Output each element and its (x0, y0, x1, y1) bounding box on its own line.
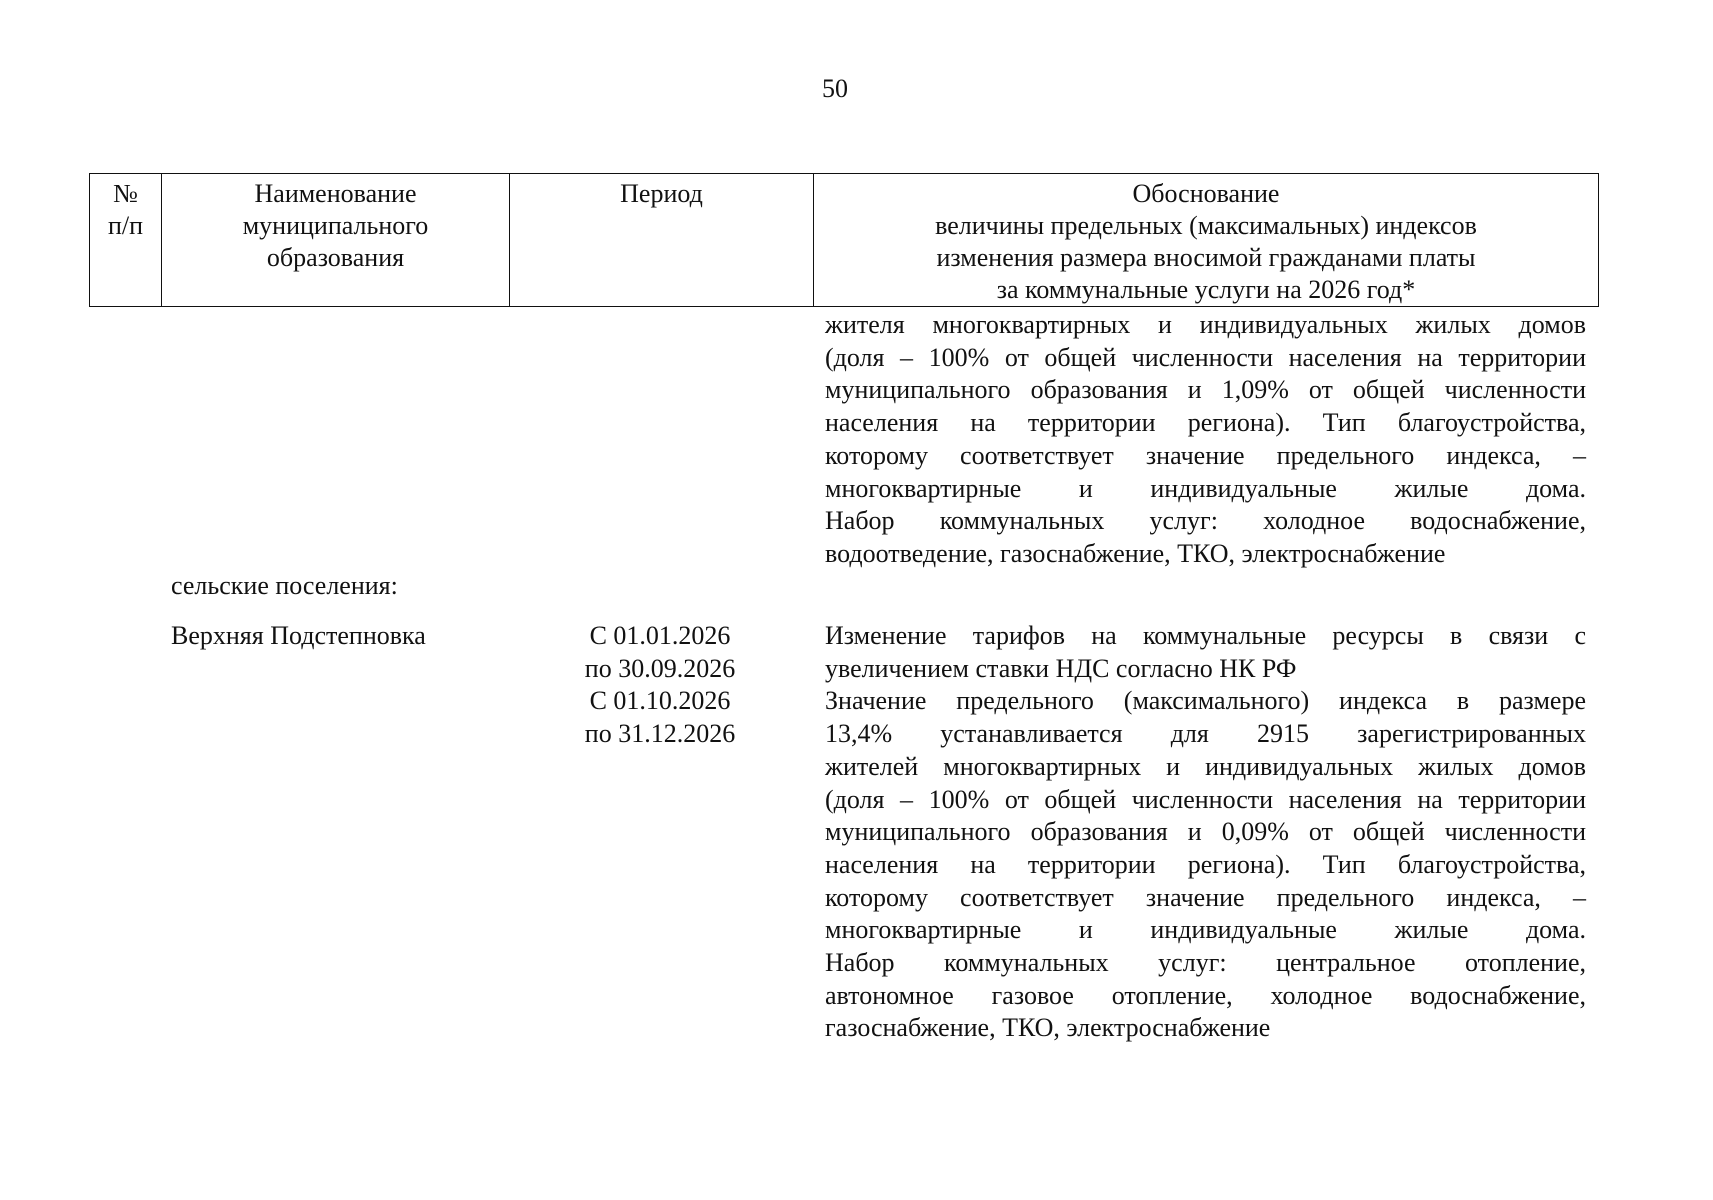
text-line: муниципального образования и 0,09% от общей численности (825, 817, 1586, 847)
text-line: жителей многоквартирных и индивидуальных жилых домов (825, 751, 1586, 781)
text-line: Изменение тарифов на коммунальные ресурсы в связи с (825, 621, 1586, 650)
text-line: газоснабжение, ТКО, электроснабжение (825, 1013, 1271, 1043)
header-justification-line: величины предельных (максимальных) индексов (935, 211, 1477, 240)
text-line: (доля – 100% от общей численности населения на территории (825, 784, 1586, 814)
period-line: по 30.09.2026 (584, 653, 736, 683)
text-line: Значение предельного (максимального) индекса в размере (825, 686, 1586, 716)
period-line: С 01.10.2026 (589, 686, 731, 716)
period-line: С 01.01.2026 (589, 621, 731, 650)
text-line: (доля – 100% от общей численности населения на территории (825, 342, 1586, 372)
header-justification (814, 174, 1599, 307)
table-header (89, 173, 1599, 307)
continuation-text (825, 309, 1586, 571)
text-line: Набор коммунальных услуг: центральное отопление, (825, 948, 1586, 978)
header-justification-line: Обоснование (1132, 179, 1280, 208)
text-line: которому соответствует значение предельного индекса, – (825, 882, 1586, 912)
header-number-line: № (113, 179, 138, 208)
text-line: автономное газовое отопление, холодное водоснабжение, (825, 980, 1586, 1010)
header-number-line: п/п (107, 211, 144, 240)
header-justification-line: изменения размера вносимой гражданами платы (936, 243, 1476, 272)
header-municipality-line: образования (266, 243, 405, 272)
header-justification-line: за коммунальные услуги на 2026 год* (996, 275, 1416, 304)
text-line: населения на территории региона). Тип благоустройства, (825, 408, 1586, 438)
text-line: населения на территории региона). Тип благоустройства, (825, 849, 1586, 879)
section-label: сельские поселения: (171, 571, 398, 600)
text-line: которому соответствует значение предельного индекса, – (825, 440, 1586, 470)
header-municipality-line: муниципального (242, 211, 429, 240)
header-number (90, 174, 162, 307)
text-line: Набор коммунальных услуг: холодное водоснабжение, (825, 506, 1586, 536)
text-line: многоквартирные и индивидуальные жилые дома. (825, 473, 1586, 503)
period-line: по 31.12.2026 (584, 719, 736, 749)
justification-text (825, 620, 1586, 1045)
text-line: многоквартирные и индивидуальные жилые дома. (825, 915, 1586, 945)
municipality-name: Верхняя Подстепновка (171, 621, 426, 650)
period-cell (540, 620, 780, 751)
text-line: водоотведение, газоснабжение, ТКО, электроснабжение (825, 538, 1446, 568)
text-line: увеличением ставки НДС согласно НК РФ (825, 653, 1297, 683)
text-line: 13,4% устанавливается для 2915 зарегистрированных (825, 719, 1586, 749)
text-line: жителя многоквартирных и индивидуальных жилых домов (825, 310, 1586, 339)
header-municipality-line: Наименование (254, 179, 417, 208)
page-number: 50 (822, 74, 848, 103)
header-period: Период (510, 174, 814, 307)
header-municipality (162, 174, 510, 307)
text-line: муниципального образования и 1,09% от общей численности (825, 375, 1586, 405)
